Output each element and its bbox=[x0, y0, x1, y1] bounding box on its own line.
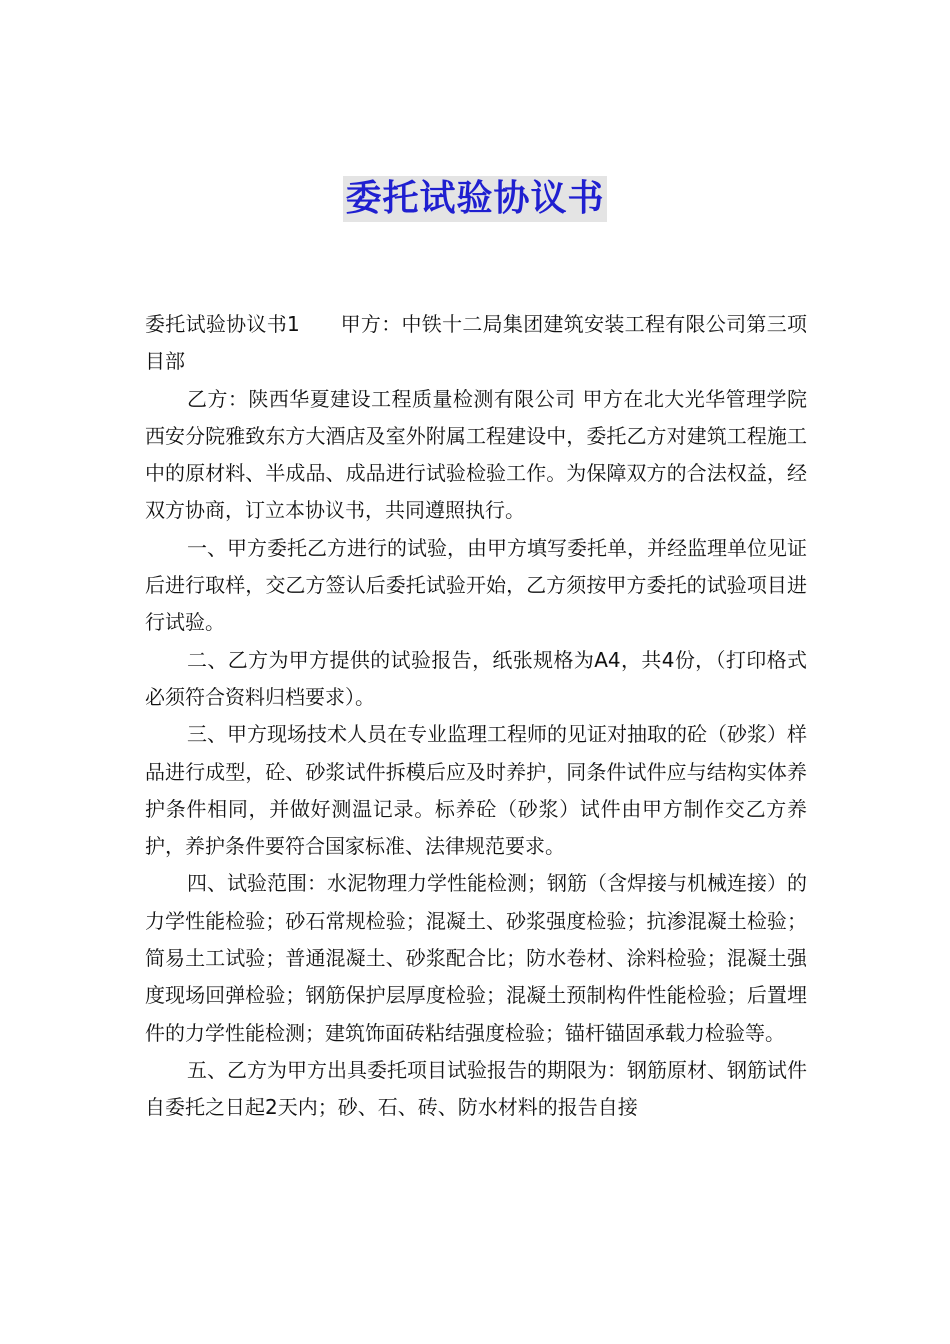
paragraph-party-b: 乙方：陕西华夏建设工程质量检测有限公司 甲方在北大光华管理学院西安分院雅致东方大酒店及室外附属工程建设中，委托乙方对建筑工程施工中的原材料、半成品、成品进行试验检验工作。为保障双方的合法权益，经双方协商，订立本协议书，共同遵照执行。 bbox=[145, 386, 807, 523]
paragraph-clause-4: 四、试验范围：水泥物理力学性能检测；钢筋（含焊接与机械连接）的力学性能检验；砂石常规检验；混凝土、砂浆强度检验；抗渗混凝土检验；简易土工试验；普通混凝土、砂浆配合比；防水卷材、涂料检验；混凝土强度现场回弹检验；钢筋保护层厚度检验；混凝土预制构件性能检验；后置埋件的力学性能检测；建筑饰面砖粘结强度检验；锚杆锚固承载力检验等。 bbox=[145, 871, 807, 1045]
document-body bbox=[145, 306, 807, 1127]
paragraph-clause-5: 五、乙方为甲方出具委托项目试验报告的期限为：钢筋原材、钢筋试件自委托之日起2天内；砂、石、砖、防水材料的报告自接 bbox=[145, 1057, 807, 1120]
title-container bbox=[0, 176, 950, 222]
document-title: 委托试验协议书 bbox=[343, 176, 606, 222]
paragraph-clause-3: 三、甲方现场技术人员在专业监理工程师的见证对抽取的砼（砂浆）样品进行成型，砼、砂浆试件拆模后应及时养护，同条件试件应与结构实体养护条件相同，并做好测温记录。标养砼（砂浆）试件由甲方制作交乙方养护，养护条件要符合国家标准、法律规范要求。 bbox=[145, 722, 807, 859]
paragraph-heading-parties: 委托试验协议书1 甲方：中铁十二局集团建筑安装工程有限公司第三项目部 bbox=[145, 312, 807, 374]
paragraph-clause-1: 一、甲方委托乙方进行的试验，由甲方填写委托单，并经监理单位见证后进行取样，交乙方签认后委托试验开始，乙方须按甲方委托的试验项目进行试验。 bbox=[145, 535, 807, 635]
paragraph-clause-2: 二、乙方为甲方提供的试验报告，纸张规格为A4，共4份，（打印格式必须符合资料归档要求）。 bbox=[145, 647, 807, 709]
